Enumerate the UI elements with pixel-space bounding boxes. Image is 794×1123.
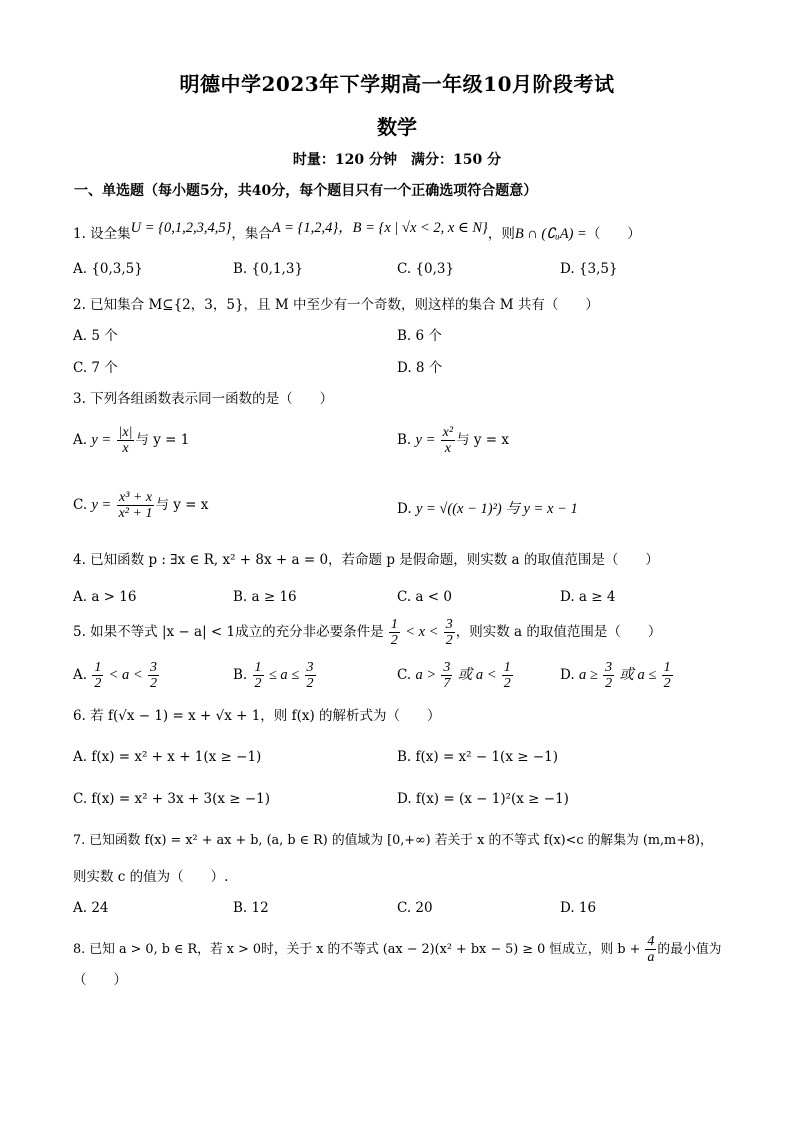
section-heading: 一、单选题（每小题5分，共40分，每个题目只有一个正确选项符合题意） — [74, 183, 538, 199]
q5-c-n2: 1 — [503, 660, 511, 675]
q5-d-frac1 — [603, 660, 614, 691]
q5-a-d2: 2 — [150, 676, 158, 691]
q6-option-a: A. f(x) = x² + x + 1(x ≥ −1) — [73, 749, 262, 765]
q5-c-frac2 — [502, 660, 513, 691]
q1-paren: （ ） — [586, 226, 641, 242]
q2-option-a: A. 5 个 — [73, 328, 118, 344]
q1-tail: ，则 — [487, 226, 515, 242]
q5-frac1 — [389, 617, 400, 648]
q5-a-n2: 3 — [150, 660, 158, 675]
q5-d-label: D. — [560, 667, 575, 683]
q5-c-frac1 — [441, 660, 452, 691]
q6-option-b: B. f(x) = x² − 1(x ≥ −1) — [397, 749, 558, 765]
q3-b-den: x — [444, 441, 451, 456]
q5-mid: < x < — [405, 624, 439, 640]
q5-b-n2: 3 — [306, 660, 314, 675]
q3-d-expr: y = √((x − 1)²) 与 y = x − 1 — [415, 501, 578, 517]
q5-a-label: A. — [73, 667, 88, 683]
q3-c-fraction — [117, 490, 155, 521]
q3-option-b — [397, 425, 509, 456]
q1-option-b: B. {0,1,3} — [233, 261, 304, 277]
q1-sets: A = {1,2,4}，B = {x | √x < 2, x ∈ N} — [271, 220, 488, 236]
q5-d-pre: a ≥ — [578, 667, 598, 683]
q3-c-den: x² + 1 — [118, 506, 153, 521]
q2-option-b: B. 6 个 — [397, 328, 442, 344]
question-7-line1: 7. 已知函数 f(x) = x² + ax + b, (a, b ∈ R) 的值域为 [0,+∞) 若关于 x 的不等式 f(x)<c 的解集为 (m,m+8)， — [73, 833, 713, 848]
question-3: 3. 下列各组函数表示同一函数的是（ ） — [73, 391, 334, 407]
q1-option-a: A. {0,3,5} — [73, 261, 143, 277]
q7-option-c: C. 20 — [397, 900, 433, 916]
q5-c-d1: 7 — [443, 676, 451, 691]
q8-pre: 8. 已知 a > 0, b ∈ R，若 x > 0时，关于 x 的不等式 (ax − 2)(x² + bx − 5) ≥ 0 恒成立，则 b + — [73, 942, 641, 957]
q5-a-frac1 — [92, 660, 103, 691]
q3-a-fraction — [117, 425, 135, 456]
q5-b-mid: ≤ a ≤ — [268, 667, 300, 683]
q5-d-frac2 — [662, 660, 673, 691]
question-7-line2: 则实数 c 的值为（ ）. — [73, 869, 229, 885]
q5-frac2 — [444, 617, 455, 648]
q8-post: 的最小值为 — [657, 942, 722, 957]
q5-b-frac2 — [305, 660, 316, 691]
subject-title: 数学 — [377, 115, 417, 139]
q1-option-c: C. {0,3} — [397, 261, 455, 277]
q5-c-n1: 3 — [443, 660, 451, 675]
question-1 — [73, 220, 641, 243]
q5-frac1-num: 1 — [390, 617, 398, 632]
q3-option-a — [73, 425, 189, 456]
q1-universal-set: U = {0,1,2,3,4,5} — [130, 220, 232, 236]
q5-d-d2: 2 — [663, 676, 671, 691]
question-8 — [73, 934, 721, 965]
q5-post: ，则实数 a 的取值范围是（ ） — [455, 624, 662, 640]
q5-a-d1: 2 — [94, 676, 102, 691]
q3-a-den: x — [122, 441, 129, 456]
q3-a-num: |x| — [118, 425, 133, 440]
question-8-line2: （ ） — [73, 972, 127, 988]
q5-frac2-den: 2 — [445, 633, 453, 648]
q2-option-d: D. 8 个 — [397, 360, 443, 376]
question-5 — [73, 617, 661, 648]
q4-option-d: D. a ≥ 4 — [560, 589, 616, 605]
q8-fraction — [645, 934, 656, 965]
q5-c-d2: 2 — [503, 676, 511, 691]
q5-d-mid: 或 a ≤ — [619, 667, 657, 683]
q2-option-c: C. 7 个 — [73, 360, 118, 376]
q3-b-tail: 与 y = x — [456, 432, 510, 448]
q3-c-num: x³ + x — [117, 490, 155, 506]
q5-frac2-num: 3 — [445, 617, 453, 632]
q3-a-tail: 与 y = 1 — [135, 432, 190, 448]
q5-pre: 5. 如果不等式 |x − a| < 1成立的充分非必要条件是 — [73, 624, 384, 640]
q3-a-label: A. — [73, 432, 88, 448]
question-2: 2. 已知集合 M⊆{2，3，5}，且 M 中至少有一个奇数，则这样的集合 M 共有（ ） — [73, 297, 599, 313]
q4-option-b: B. a ≥ 16 — [233, 589, 297, 605]
q3-option-d — [397, 500, 578, 518]
q7-option-d: D. 16 — [560, 900, 597, 916]
q5-frac1-den: 2 — [390, 633, 398, 648]
q5-c-mid: 或 a < — [457, 667, 497, 683]
q5-d-n2: 1 — [663, 660, 671, 675]
q3-c-label: C. — [73, 497, 88, 513]
q1-prefix: 1. 设全集 — [73, 226, 131, 242]
q3-d-label: D. — [397, 501, 412, 517]
question-6: 6. 若 f(√x − 1) = x + √x + 1，则 f(x) 的解析式为（ ） — [73, 708, 441, 724]
q1-mid: ，集合 — [231, 226, 272, 242]
q3-c-tail: 与 y = x — [155, 497, 209, 513]
q5-option-d — [560, 660, 674, 691]
q3-b-label: B. — [397, 432, 412, 448]
exam-title: 明德中学2023年下学期高一年级10月阶段考试 — [179, 72, 615, 96]
q7-option-a: A. 24 — [73, 900, 109, 916]
q5-b-n1: 1 — [254, 660, 262, 675]
q5-b-frac1 — [253, 660, 264, 691]
q1-option-d: D. {3,5} — [560, 261, 618, 277]
q5-d-n1: 3 — [605, 660, 613, 675]
q5-c-pre: a > — [415, 667, 437, 683]
q3-b-y: y = — [415, 432, 436, 448]
q1-expression: B ∩ (∁ᵤA) = — [514, 226, 587, 242]
q5-option-c — [397, 660, 514, 691]
q5-b-d2: 2 — [306, 676, 314, 691]
exam-meta: 时量：120 分钟 满分：150 分 — [292, 152, 502, 168]
q3-option-c — [73, 490, 208, 521]
q5-a-mid: < a < — [108, 667, 143, 683]
q6-option-d: D. f(x) = (x − 1)²(x ≥ −1) — [397, 791, 569, 807]
q7-option-b: B. 12 — [233, 900, 269, 916]
q5-d-d1: 2 — [605, 676, 613, 691]
q5-b-d1: 2 — [254, 676, 262, 691]
question-4: 4. 已知函数 p : ∃x ∈ R, x² + 8x + a = 0，若命题 p 是假命题，则实数 a 的取值范围是（ ） — [73, 552, 659, 568]
q3-b-fraction — [441, 425, 455, 456]
q5-option-b — [233, 660, 317, 691]
q6-option-c: C. f(x) = x² + 3x + 3(x ≥ −1) — [73, 791, 271, 807]
q4-option-c: C. a < 0 — [397, 589, 452, 605]
q5-option-a — [73, 660, 160, 691]
q4-option-a: A. a > 16 — [73, 589, 137, 605]
q3-b-num: x² — [442, 425, 454, 440]
q8-frac-num: 4 — [647, 934, 655, 949]
q5-b-label: B. — [233, 667, 248, 683]
q3-a-y: y = — [91, 432, 112, 448]
q5-c-label: C. — [397, 667, 412, 683]
q3-c-y: y = — [91, 497, 112, 513]
q5-a-frac2 — [148, 660, 159, 691]
q5-a-n1: 1 — [94, 660, 102, 675]
q8-frac-den: a — [647, 950, 655, 965]
